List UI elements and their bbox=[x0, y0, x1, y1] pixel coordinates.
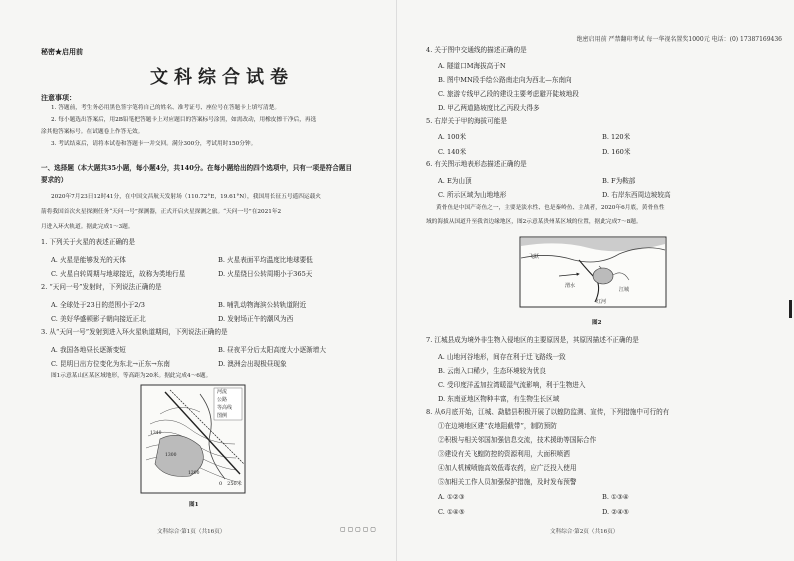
top-banner: 绝密启用前 严禁翻印考试 每一华视名置奖1000元 电话：(0) 17387169436 bbox=[576, 36, 782, 43]
fig2-caption: 图2 bbox=[592, 320, 602, 326]
page-right bbox=[397, 0, 794, 561]
fig2-region-map bbox=[519, 236, 667, 308]
q1-option-d[interactable]: D. 火星绕日公转周期小于365天 bbox=[218, 270, 313, 278]
passage1-line1: 2020年7月23日12时41分，在中国文昌航天发射场（110.72°E，19.61°N），我国用长征五号遥四运载火 bbox=[51, 194, 321, 200]
q8-option-c[interactable]: C. ①④⑤ bbox=[438, 508, 465, 516]
note-2-cont: 涂其他答案标号。在试题卷上作答无效。 bbox=[41, 129, 144, 135]
passage1-line3: 月进入环火轨道。据此完成1～3题。 bbox=[41, 224, 134, 230]
fig1-scale: 0 250米 bbox=[219, 481, 242, 487]
q2-option-a[interactable]: A. 全球处于23日的范围小于2/3 bbox=[51, 301, 145, 309]
fig1-legend-3: 等高线 bbox=[217, 405, 233, 411]
q7-option-a[interactable]: A. 山地河谷地形，间存在利于迁飞路线一致 bbox=[438, 353, 566, 361]
fig1-intro: 图1示意某山区某区域地形，等高距为20米。据此完成4～6题。 bbox=[51, 373, 212, 379]
q2-option-b[interactable]: B. 哺乳动物海滨公转轨道附近 bbox=[218, 301, 307, 309]
q7-option-d[interactable]: D. 东南亚地区物种丰富，有生物生长区域 bbox=[438, 395, 560, 403]
q3-option-a[interactable]: A. 我国各地昼长逐渐变短 bbox=[51, 346, 126, 354]
q2-option-c[interactable]: C. 美好华盛顿影子朝向接近正北 bbox=[51, 315, 146, 323]
passage1-line2: 箭将我国首次火星探测任务“天问一号”探测器，正式开启火星探测之旅。“天问一号”在2021年2 bbox=[41, 209, 282, 215]
q8-item-5: ⑤加相关工作人员加强保护措施，及时发布预警 bbox=[438, 478, 577, 486]
fig1-elev-2: 1340 bbox=[150, 431, 162, 436]
q8-item-2: ②积极与相关邻国加强信息交流，技术援助等国际合作 bbox=[438, 436, 597, 444]
q1-stem: 1. 下列关于火星的表述正确的是 bbox=[41, 238, 136, 246]
q8-item-1: ①在边境地区建“农地阻截带”，制防预防 bbox=[438, 422, 557, 430]
q8-stem: 8. 从6月底开始，江城、勐腊县积极开展了以蝗防监测、宣传，下列措施中可行的有 bbox=[426, 408, 670, 416]
fig2-label-4: 红河 bbox=[596, 299, 607, 305]
q5-option-a[interactable]: A. 100米 bbox=[438, 133, 467, 141]
q5-option-b[interactable]: B. 120米 bbox=[602, 133, 631, 141]
q8-item-4: ④加人机械喷施高效低毒农药，应广泛投入使用 bbox=[438, 464, 577, 472]
note-1: 1. 答题前，考生务必用黑色签字笔将自己的姓名、准考证号、座位号在答题卡上填写清楚。 bbox=[51, 105, 281, 111]
section1-heading-cont: 要求的） bbox=[41, 176, 68, 184]
exam-title: 文科综合试卷 bbox=[150, 67, 294, 88]
q5-option-d[interactable]: D. 160米 bbox=[602, 148, 631, 156]
q8-option-b[interactable]: B. ①③④ bbox=[602, 493, 629, 501]
notes-heading: 注意事项： bbox=[41, 93, 76, 102]
fig2-label-1: 飞跃 bbox=[529, 254, 540, 260]
q8-option-d[interactable]: D. ②④⑤ bbox=[602, 508, 629, 516]
right-footer: 文科综合·第2页（共16页） bbox=[550, 529, 619, 535]
q6-option-b[interactable]: B. F为鞍部 bbox=[602, 177, 636, 185]
q3-option-d[interactable]: D. 澳洲会出现极昼现象 bbox=[218, 360, 287, 368]
section1-heading: 一、选择题（本大题共35小题，每小题4分，共140分。在每小题给出的四个选项中，只有一项是符合题目 bbox=[41, 164, 353, 172]
q3-option-b[interactable]: B. 昼夜平分后太阳高度大小逐渐增大 bbox=[218, 346, 326, 354]
fig1-elev-3: 1200 bbox=[188, 471, 200, 476]
fig1-legend-4: 图例 bbox=[217, 413, 228, 419]
q8-option-a[interactable]: A. ①②③ bbox=[438, 493, 465, 501]
q2-stem: 2. “天问一号”发射时，下列说法正确的是 bbox=[41, 283, 162, 291]
note-2: 2. 每小题选出答案后，用2B铅笔把答题卡上对应题目的答案标号涂黑，如需改动，用橡皮擦干净后，再选 bbox=[51, 117, 317, 123]
q5-option-c[interactable]: C. 140米 bbox=[438, 148, 467, 156]
q3-stem: 3. 从“天问一号”发射到进入环火星轨道期间，下列说法正确的是 bbox=[41, 328, 228, 336]
fig1-caption: 图1 bbox=[189, 502, 199, 508]
q7-option-b[interactable]: B. 云南入口稀少，生态环境较为优良 bbox=[438, 367, 546, 375]
left-footer: 文科综合·第1页（共16页） bbox=[157, 529, 226, 535]
q6-option-c[interactable]: C. 所示区域为山地地形 bbox=[438, 191, 507, 199]
secret-label: 秘密★启用前 bbox=[41, 47, 83, 56]
fig1-legend-1: 河流 bbox=[217, 389, 228, 395]
q4-option-c[interactable]: C. 旅游专线甲乙段的建设主要考虑避开陡坡地段 bbox=[438, 90, 579, 98]
fig2-label-2: 渭水 bbox=[565, 283, 576, 289]
q7-stem: 7. 江城县成为境外非生物入侵地区的主要原因是，其原因描述不正确的是 bbox=[426, 336, 639, 344]
q4-option-d[interactable]: D. 甲乙两道路坡度比乙丙段大得多 bbox=[438, 104, 540, 112]
fig1-elev-1: 1300 bbox=[165, 453, 177, 458]
q4-option-b[interactable]: B. 图中MN段手绘公路南走向为西北—东南向 bbox=[438, 76, 572, 84]
passage2-line1: 黄骨鱼是中国产奇鱼之一，主要是淡水性、也是秦岭鱼、主战者，2020年6月底，黄骨鱼性 bbox=[436, 205, 665, 211]
q6-option-a[interactable]: A. E为山顶 bbox=[438, 177, 472, 185]
q1-option-b[interactable]: B. 火星表面平均温度比地球要低 bbox=[218, 256, 313, 264]
q2-option-d[interactable]: D. 发射场正午的潮风为西 bbox=[218, 315, 294, 323]
fig2-label-3: 江城 bbox=[619, 287, 630, 293]
q6-stem: 6. 有关图示地表形态描述正确的是 bbox=[426, 160, 527, 168]
q5-stem: 5. 右岸关于甲的海拔可能是 bbox=[426, 117, 507, 125]
note-3: 3. 考试结束后，请将本试卷和答题卡一并交回。满分300分，考试用时150分钟。 bbox=[51, 141, 257, 147]
county-area bbox=[593, 268, 613, 284]
passage2-line2: 域的海拔从国道升至我省边缘地区，图2示意某贵州某区域的位置，据此完成7～8题。 bbox=[426, 219, 642, 225]
q6-option-d[interactable]: D. 右岸东西周边坡较高 bbox=[602, 191, 671, 199]
q8-item-3: ③建设有关飞蝗防控的资源利用，大面积喷洒 bbox=[438, 450, 570, 458]
q7-option-c[interactable]: C. 受印度洋孟加拉湾暖湿气流影响，利于生物进入 bbox=[438, 381, 586, 389]
page-markers: ▢ ▢ ▢ ▢ ▢ bbox=[340, 526, 376, 533]
q1-option-a[interactable]: A. 火星是能够发光的天体 bbox=[51, 256, 126, 264]
q4-option-a[interactable]: A. 隧道口M海拔高于N bbox=[438, 62, 506, 70]
fig1-legend-2: 公路 bbox=[217, 397, 228, 403]
scroll-marker[interactable] bbox=[789, 300, 792, 318]
q1-option-c[interactable]: C. 火星自转周期与地球接近，故称为类地行星 bbox=[51, 270, 186, 278]
q3-option-c[interactable]: C. 昆明日出方位变化为东北→正东→东南 bbox=[51, 360, 170, 368]
q4-stem: 4. 关于图中交通线的描述正确的是 bbox=[426, 46, 527, 54]
